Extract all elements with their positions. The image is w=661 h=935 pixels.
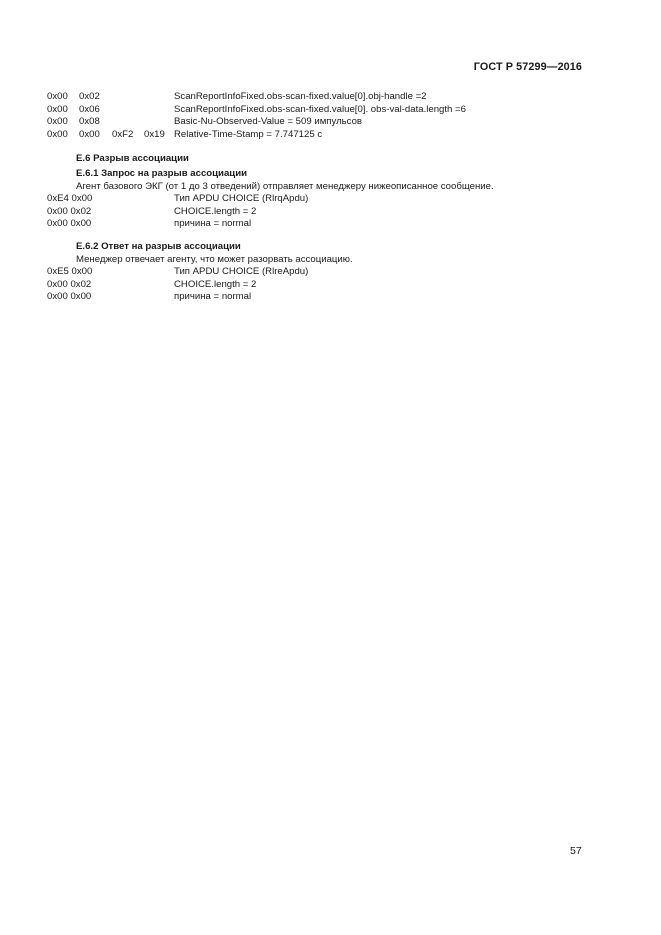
table-row	[47, 104, 587, 117]
field-description: причина = normal	[174, 291, 252, 303]
standard-designation: ГОСТ Р 57299—2016	[473, 61, 582, 73]
subsection-heading: Е.6.2 Ответ на разрыв ассоциации	[76, 241, 241, 252]
byte-cell: 0x00 0x00	[47, 291, 92, 303]
field-description: Basic-Nu-Observed-Value = 509 импульсов	[174, 116, 363, 128]
table-row	[47, 116, 587, 129]
page-number: 57	[570, 845, 582, 857]
section-heading: Е.6 Разрыв ассоциации	[76, 153, 189, 164]
table-row	[47, 291, 587, 304]
byte-cell: 0x00 0x02	[47, 278, 92, 290]
byte-cell: 0x00	[79, 128, 100, 140]
table-row	[47, 91, 587, 104]
table-row	[47, 193, 587, 206]
byte-cell: 0x00	[47, 103, 68, 115]
table-row	[47, 129, 587, 142]
table-row	[47, 279, 587, 292]
byte-cell: 0x00	[47, 91, 68, 102]
byte-cell: 0x19	[144, 128, 165, 140]
byte-cell: 0x08	[79, 116, 100, 128]
table-row	[47, 266, 587, 279]
field-description: ScanReportInfoFixed.obs-scan-fixed.value[0]. obs-val-data.length =6	[174, 103, 466, 115]
subsection-heading: Е.6.1 Запрос на разрыв ассоциации	[76, 168, 247, 179]
table-row	[47, 206, 587, 219]
table-row	[47, 218, 587, 231]
byte-cell: 0x00 0x02	[47, 205, 92, 217]
byte-cell: 0x00	[47, 116, 68, 128]
field-description: CHOICE.length = 2	[174, 205, 257, 217]
byte-cell: 0x02	[79, 91, 100, 102]
field-description: причина = normal	[174, 218, 252, 230]
section-e6	[47, 153, 587, 166]
scan-report-rows	[47, 91, 587, 141]
byte-cell: 0x00	[47, 128, 68, 140]
byte-cell: 0xE4 0x00	[47, 193, 93, 205]
subsection-intro: Менеджер отвечает агенту, что может разорвать ассоциацию.	[76, 253, 353, 265]
field-description: Тип APDU CHOICE (RlrqApdu)	[174, 193, 309, 205]
byte-cell: 0xF2	[112, 128, 134, 140]
field-description: ScanReportInfoFixed.obs-scan-fixed.value[0].obj-handle =2	[174, 91, 427, 102]
byte-cell: 0xE5 0x00	[47, 266, 93, 278]
section-e6-2	[47, 241, 587, 304]
field-description: Тип APDU CHOICE (RlreApdu)	[174, 266, 309, 278]
field-description: CHOICE.length = 2	[174, 278, 257, 290]
subsection-intro: Агент базового ЭКГ (от 1 до 3 отведений) отправляет менеджеру нижеописанное сообщение.	[76, 180, 494, 192]
section-e6-1	[47, 168, 587, 231]
field-description: Relative-Time-Stamp = 7.747125 с	[174, 128, 323, 140]
byte-cell: 0x06	[79, 103, 100, 115]
byte-cell: 0x00 0x00	[47, 218, 92, 230]
